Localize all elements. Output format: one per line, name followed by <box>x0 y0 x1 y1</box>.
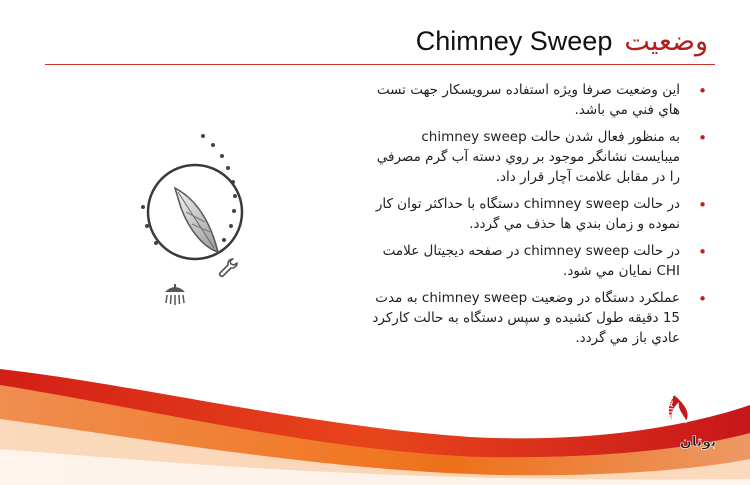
bullet-item <box>370 194 710 234</box>
bullet-text: در حالت chimney sweep دستگاه با حداكثر توان كار نموده و زمان بندي ها حذف مي گردد. <box>375 196 680 232</box>
bullet-dot-icon: • <box>698 82 707 100</box>
footer-wave <box>0 363 750 485</box>
bullet-text: عملكرد دستگاه در وضعيت chimney sweep به مدت 15 دقيقه طول كشيده و سپس دستگاه به حالت كاركرد عادي باز مي گردد. <box>372 290 680 346</box>
wrench-icon <box>217 257 241 281</box>
butane-logo <box>660 388 735 458</box>
bullet-dot-icon: • <box>698 196 707 214</box>
bullet-text: به منظور فعال شدن حالت chimney sweep ميبايست نشانگر موجود بر روي دسته آب گرم مصرفي را در مقابل علامت آچار قرار داد. <box>376 129 680 185</box>
bullet-dot-icon: • <box>698 243 707 261</box>
bullet-item <box>370 127 710 187</box>
hot-water-knob-icon <box>0 0 270 300</box>
bullet-list <box>370 80 710 355</box>
bullet-item <box>370 288 710 348</box>
logo-latin-text: BUTANE <box>668 392 675 421</box>
shower-icon <box>162 283 188 307</box>
bullet-item <box>370 241 710 281</box>
logo-arabic-text: بوتان <box>679 434 717 450</box>
slide-title <box>416 24 708 59</box>
bullet-dot-icon: • <box>698 290 707 308</box>
bullet-item <box>370 80 710 120</box>
bullet-dot-icon: • <box>698 129 707 147</box>
bullet-text: اين وضعيت صرفا ويژه استفاده سرويسكار جهت تست هاي فني مي باشد. <box>376 82 680 118</box>
title-arabic: وضعيت <box>624 26 708 57</box>
title-latin: Chimney Sweep <box>415 26 613 56</box>
bullet-text: در حالت chimney sweep در صفحه ديجيتال علامت CHI نمايان مي شود. <box>382 243 680 279</box>
